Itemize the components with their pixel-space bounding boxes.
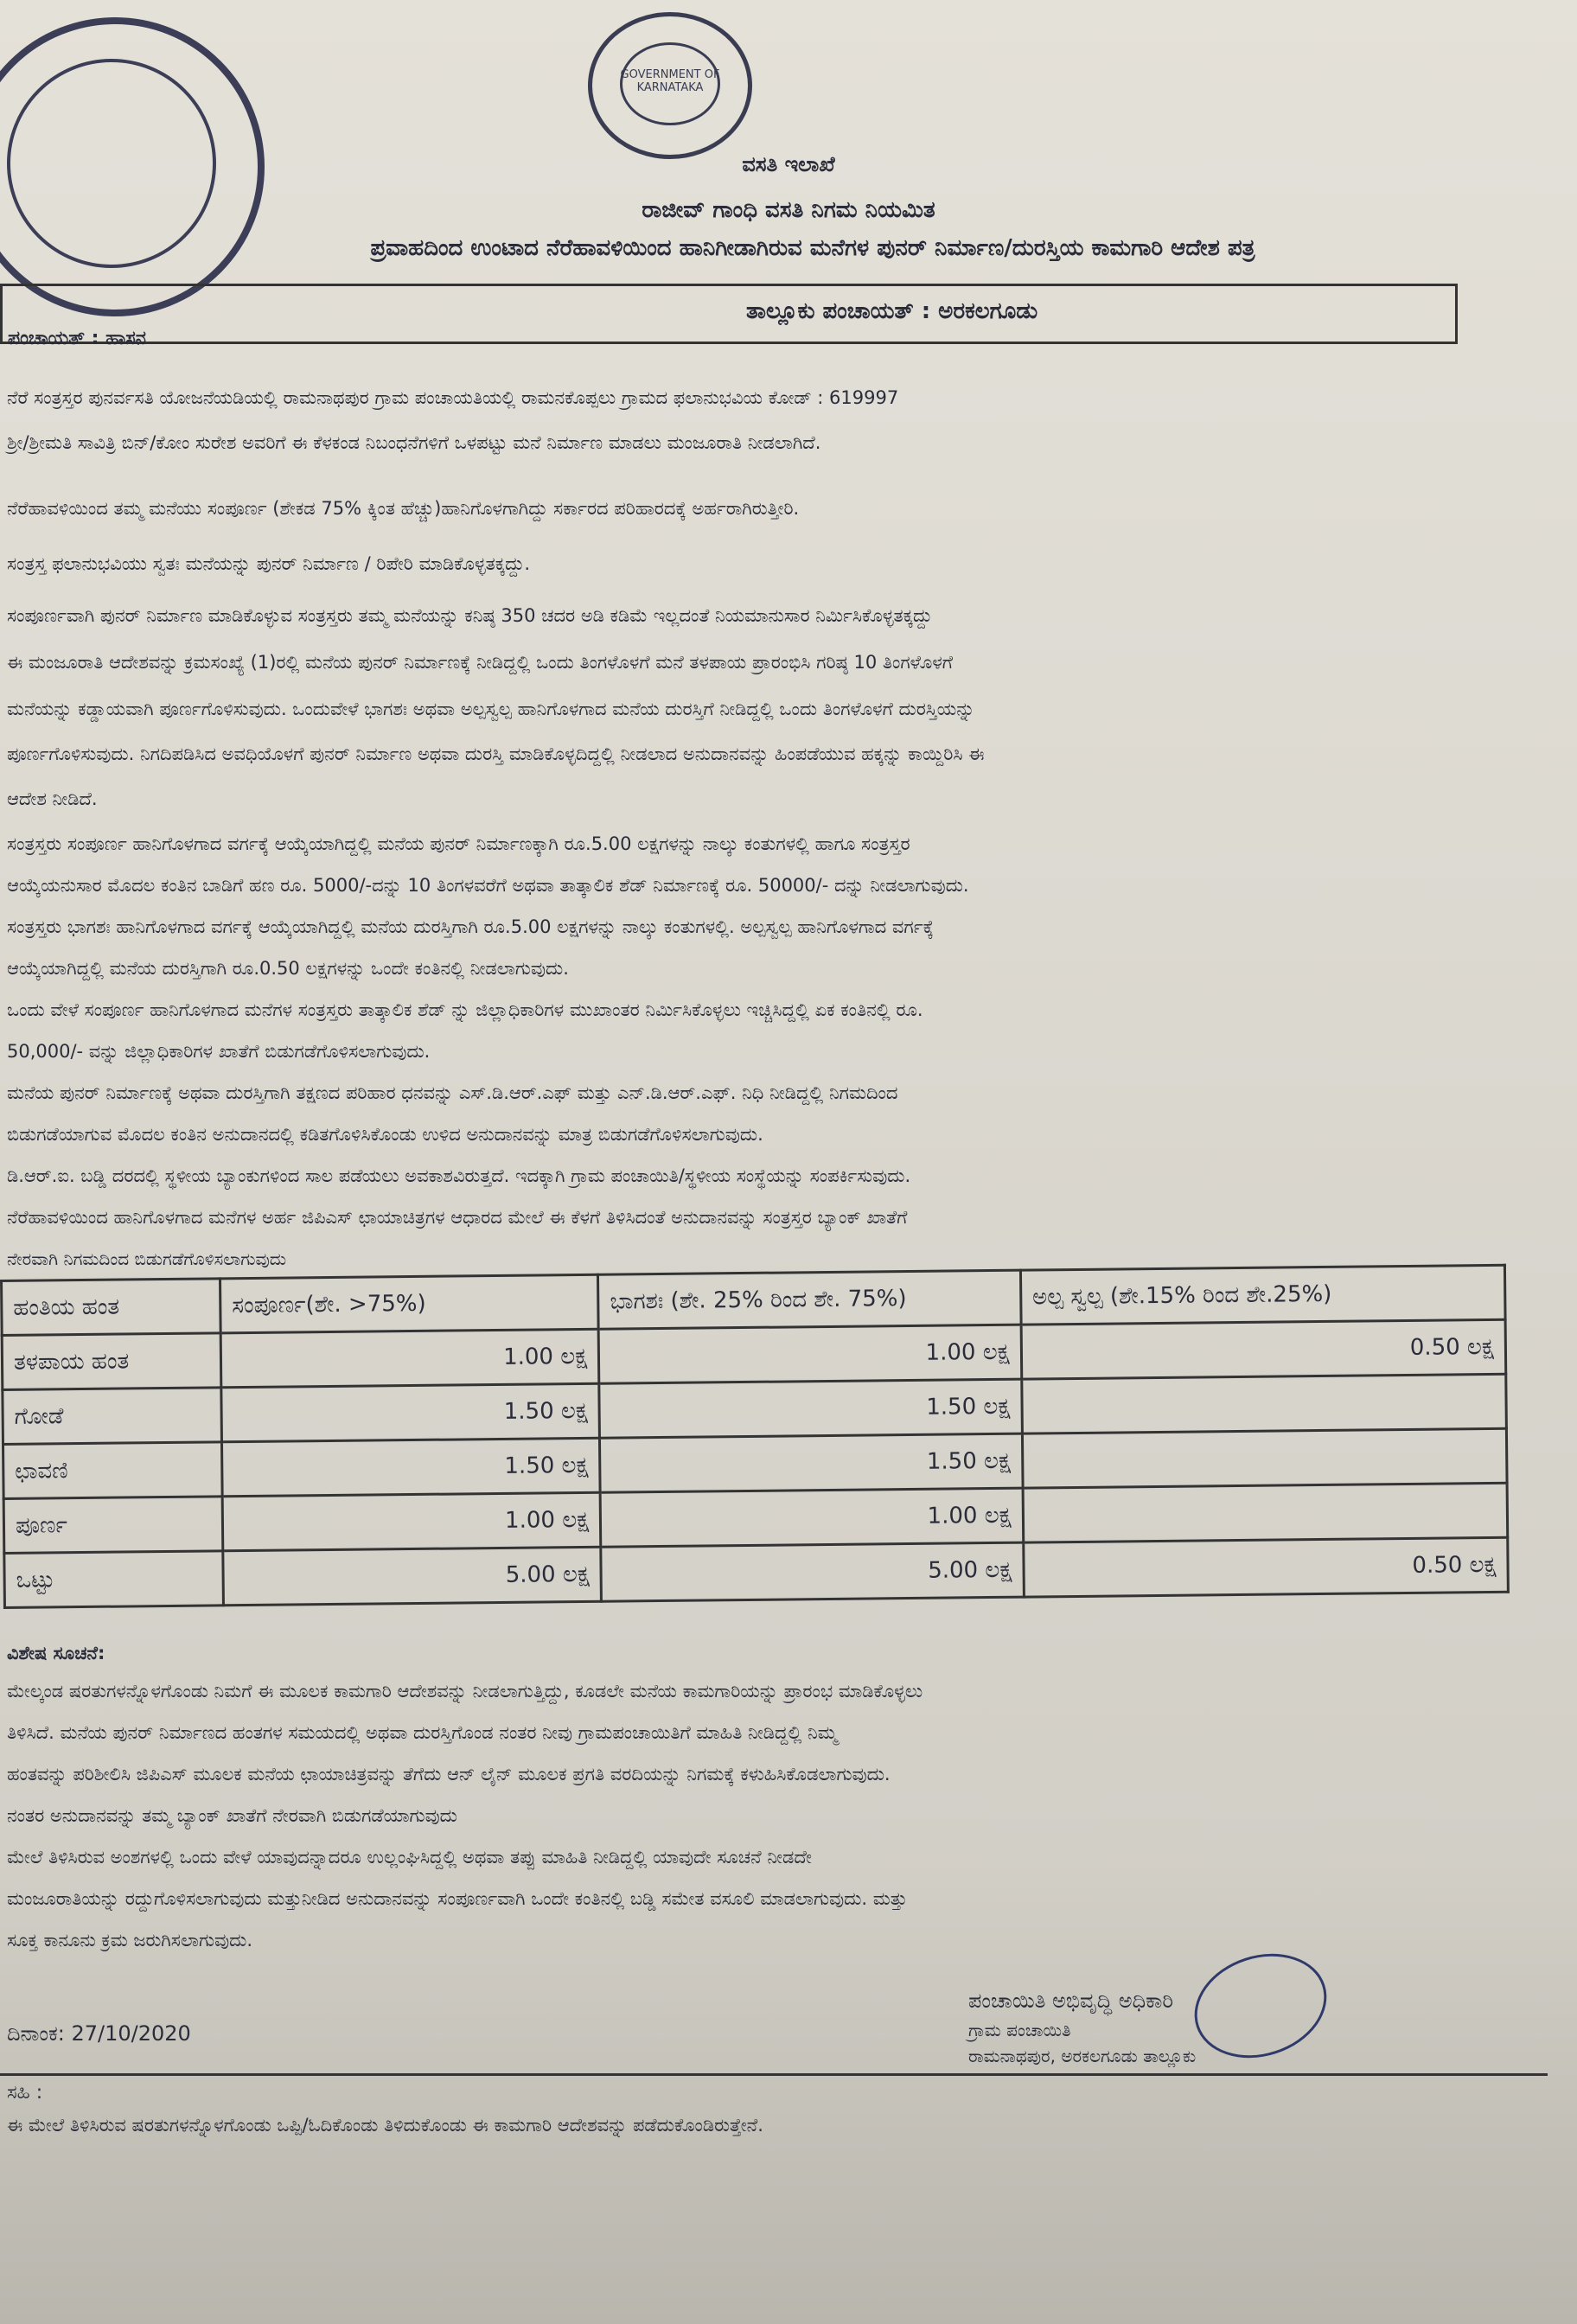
emblem-text: GOVERNMENT OF KARNATAKA [620, 68, 720, 94]
full-damage-cell: 5.00 ಲಕ್ಷ [223, 1547, 602, 1606]
stage-cell: ತಳಪಾಯ ಹಂತ [2, 1333, 221, 1390]
note-line: ತಿಳಿಸಿದೆ. ಮನೆಯ ಪುನರ್ ನಿರ್ಮಾಣದ ಹಂತಗಳ ಸಮಯದಲ್ಲಿ ಅಥವಾ ದುರಸ್ತಿಗೊಂಡ ನಂತರ ನೀವು ಗ್ರಾಮಪಂಚಾಯಿತಿಗೆ ಮಾಹಿತಿ ನೀಡಿದ್ದಲ್ಲಿ ನಿಮ್ಮ [7, 1722, 838, 1743]
body-line: ಈ ಮಂಜೂರಾತಿ ಆದೇಶವನ್ನು ಕ್ರಮಸಂಖ್ಯೆ (1)ರಲ್ಲಿ ಮನೆಯ ಪುನರ್ ನಿರ್ಮಾಣಕ್ಕೆ ನೀಡಿದ್ದಲ್ಲಿ ಒಂದು ತಿಂಗಳೊಳಗೆ ಮನೆ ತಳಪಾಯ ಪ್ರಾರಂಭಿಸಿ ಗರಿಷ್ಠ 10 ತಿಂಗಳೊಳಗೆ [7, 652, 953, 673]
body-line: ಸಂತ್ರಸ್ತರು ಸಂಪೂರ್ಣ ಹಾನಿಗೊಳಗಾದ ವರ್ಗಕ್ಕೆ ಆಯ್ಕೆಯಾಗಿದ್ದಲ್ಲಿ ಮನೆಯ ಪುನರ್ ನಿರ್ಮಾಣಕ್ಕಾಗಿ ರೂ.5.00 ಲಕ್ಷಗಳನ್ನು ನಾಲ್ಕು ಕಂತುಗಳಲ್ಲಿ ಹಾಗೂ ಸಂತ್ರಸ್ತರ [7, 833, 910, 854]
full-damage-cell: 1.50 ಲಕ್ಷ [221, 1383, 600, 1442]
stage-cell: ಪೂರ್ಣ [3, 1497, 223, 1554]
full-damage-cell: 1.50 ಲಕ್ಷ [221, 1438, 600, 1497]
zilla-panchayat: ಪಂಚಾಯತ್ : ಹಾಸನ [8, 328, 147, 349]
full-damage-cell: 1.00 ಲಕ್ಷ [222, 1492, 601, 1551]
body-line: ಬಿಡುಗಡೆಯಾಗುವ ಮೊದಲ ಕಂತಿನ ಅನುದಾನದಲ್ಲಿ ಕಡಿತಗೊಳಿಸಿಕೊಂಡು ಉಳಿದ ಅನುದಾನವನ್ನು ಮಾತ್ರ ಬಿಡುಗಡೆಗೊಳಿಸಲಾಗುವುದು. [7, 1124, 763, 1145]
government-emblem [588, 12, 752, 159]
body-line: ಆಯ್ಕೆಯನುಸಾರ ಮೊದಲ ಕಂತಿನ ಬಾಡಿಗೆ ಹಣ ರೂ. 5000/-ದನ್ನು 10 ತಿಂಗಳವರೆಗೆ ಅಥವಾ ತಾತ್ಕಾಲಿಕ ಶೆಡ್ ನಿರ್ಮಾಣಕ್ಕೆ ರೂ. 50000/- ದನ್ನು ನೀಡಲಾಗುವುದು. [7, 875, 969, 896]
body-line: ಆದೇಶ ನೀಡಿದೆ. [7, 788, 98, 809]
body-line: ನೆರೆ ಸಂತ್ರಸ್ತರ ಪುನರ್ವಸತಿ ಯೋಜನೆಯಡಿಯಲ್ಲಿ ರಾಮನಾಥಪುರ ಗ್ರಾಮ ಪಂಚಾಯತಿಯಲ್ಲಿ ರಾಮನಕೊಪ್ಪಲು ಗ್ರಾಮದ ಫಲಾನುಭವಿಯ ಕೋಡ್ : 619997 [7, 387, 899, 408]
beneficiary-signature-label: ಸಹಿ : [7, 2082, 43, 2104]
signatory-location: ರಾಮನಾಥಪುರ, ಅರಕಲಗೂಡು ತಾಲ್ಲೂಕು [968, 2046, 1197, 2066]
body-line: ನೆರೆಹಾವಳಿಯಿಂದ ಹಾನಿಗೊಳಗಾದ ಮನೆಗಳ ಅರ್ಹ ಜಿಪಿಎಸ್ ಛಾಯಾಚಿತ್ರಗಳ ಆಧಾರದ ಮೇಲೆ ಈ ಕೆಳಗೆ ತಿಳಿಸಿದಂತೆ ಅನುದಾನವನ್ನು ಸಂತ್ರಸ್ತರ ಬ್ಯಾಂಕ್ ಖಾತೆಗೆ [7, 1207, 908, 1228]
body-line: 50,000/- ವನ್ನು ಜಿಲ್ಲಾಧಿಕಾರಿಗಳ ಖಾತೆಗೆ ಬಿಡುಗಡೆಗೊಳಿಸಲಾಗುವುದು. [7, 1041, 431, 1062]
issue-date: ದಿನಾಂಕ: 27/10/2020 [7, 2021, 191, 2046]
handwritten-signature [1181, 1938, 1340, 2075]
body-line: ಒಂದು ವೇಳೆ ಸಂಪೂರ್ಣ ಹಾನಿಗೊಳಗಾದ ಮನೆಗಳ ಸಂತ್ರಸ್ತರು ತಾತ್ಕಾಲಿಕ ಶೆಡ್ ನ್ನು ಜಿಲ್ಲಾಧಿಕಾರಿಗಳ ಮುಖಾಂತರ ನಿರ್ಮಿಸಿಕೊಳ್ಳಲು ಇಚ್ಚಿಸಿದ್ದಲ್ಲಿ ಏಕ ಕಂತಿನಲ್ಲಿ ರೂ. [7, 999, 923, 1020]
stage-cell: ಗೋಡೆ [3, 1388, 222, 1445]
note-line: ಮೇಲೆ ತಿಳಿಸಿರುವ ಅಂಶಗಳಲ್ಲಿ ಒಂದು ವೇಳೆ ಯಾವುದನ್ನಾದರೂ ಉಲ್ಲಂಘಿಸಿದ್ದಲ್ಲಿ ಅಥವಾ ತಪ್ಪು ಮಾಹಿತಿ ನೀಡಿದ್ದಲ್ಲಿ ಯಾವುದೇ ಸೂಚನೆ ನೀಡದೇ [7, 1847, 812, 1868]
minor-damage-cell: 0.50 ಲಕ್ಷ [1021, 1319, 1506, 1379]
partial-damage-cell: 1.50 ಲಕ್ಷ [600, 1433, 1023, 1492]
taluk-panchayat: ತಾಲ್ಲೂಕು ಪಂಚಾಯತ್ : ಅರಕಲಗೂಡು [746, 298, 1038, 324]
beneficiary-acknowledgement: ಈ ಮೇಲೆ ತಿಳಿಸಿರುವ ಷರತುಗಳನ್ನೊಳಗೊಂಡು ಒಪ್ಪಿ/ಓದಿಕೊಂಡು ತಿಳಿದುಕೊಂಡು ಈ ಕಾಮಗಾರಿ ಆದೇಶವನ್ನು ಪಡೆದುಕೊಂಡಿರುತ್ತೇನೆ. [7, 2115, 763, 2136]
body-line: ನೆರೆಹಾವಳಿಯಿಂದ ತಮ್ಮ ಮನೆಯು ಸಂಪೂರ್ಣ (ಶೇಕಡ 75% ಕ್ಕಿಂತ ಹೆಚ್ಚು)ಹಾನಿಗೊಳಗಾಗಿದ್ದು ಸರ್ಕಾರದ ಪರಿಹಾರದಕ್ಕೆ ಅರ್ಹರಾಗಿರುತ್ತೀರಿ. [7, 498, 800, 519]
body-line: ಸಂತ್ರಸ್ತರು ಭಾಗಶಃ ಹಾನಿಗೊಳಗಾದ ವರ್ಗಕ್ಕೆ ಆಯ್ಕೆಯಾಗಿದ್ದಲ್ಲಿ ಮನೆಯ ದುರಸ್ತಿಗಾಗಿ ರೂ.5.00 ಲಕ್ಷಗಳನ್ನು ನಾಲ್ಕು ಕಂತುಗಳಲ್ಲಿ. ಅಲ್ಪಸ್ವಲ್ಪ ಹಾನಿಗೊಳಗಾದ ವರ್ಗಕ್ಕೆ [7, 916, 934, 937]
body-line: ಶ್ರೀ/ಶ್ರೀಮತಿ ಸಾವಿತ್ರಿ ಬಿನ್/ಕೋಂ ಸುರೇಶ ಅವರಿಗೆ ಈ ಕೆಳಕಂಡ ನಿಬಂಧನೆಗಳಿಗೆ ಒಳಪಟ್ಟು ಮನೆ ನಿರ್ಮಾಣ ಮಾಡಲು ಮಂಜೂರಾತಿ ನೀಡಲಾಗಿದೆ. [7, 432, 821, 453]
corporation-name: ರಾಜೀವ್ ಗಾಂಧಿ ವಸತಿ ನಿಗಮ ನಿಯಮಿತ [642, 197, 935, 223]
body-line: ಸಂತ್ರಸ್ತ ಫಲಾನುಭವಿಯು ಸ್ವತಃ ಮನೆಯನ್ನು ಪುನರ್ ನಿರ್ಮಾಣ / ರಿಪೇರಿ ಮಾಡಿಕೊಳ್ಳತಕ್ಕದ್ದು. [7, 553, 531, 574]
department-name: ವಸತಿ ಇಲಾಖೆ [742, 152, 835, 176]
body-line: ಮನೆಯನ್ನು ಕಡ್ಡಾಯವಾಗಿ ಪೂರ್ಣಗೊಳಿಸುವುದು. ಒಂದುವೇಳೆ ಭಾಗಶಃ ಅಥವಾ ಅಲ್ಪಸ್ವಲ್ಪ ಹಾನಿಗೊಳಗಾದ ಮನೆಯ ದುರಸ್ತಿಗೆ ನೀಡಿದ್ದಲ್ಲಿ ಒಂದು ತಿಂಗಳೊಳಗೆ ದುರಸ್ತಿಯನ್ನು [7, 699, 975, 719]
body-line: ಮನೆಯ ಪುನರ್ ನಿರ್ಮಾಣಕ್ಕೆ ಅಥವಾ ದುರಸ್ತಿಗಾಗಿ ತಕ್ಷಣದ ಪರಿಹಾರ ಧನವನ್ನು ಎಸ್.ಡಿ.ಆರ್.ಎಫ್ ಮತ್ತು ಎನ್.ಡಿ.ಆರ್.ಎಫ್. ನಿಧಿ ನೀಡಿದ್ದಲ್ಲಿ ನಿಗಮದಿಂದ [7, 1082, 898, 1103]
note-line: ಸೂಕ್ತ ಕಾನೂನು ಕ್ರಮ ಜರುಗಿಸಲಾಗುವುದು. [7, 1930, 253, 1950]
notes-title: ವಿಶೇಷ ಸೂಚನೆ: [7, 1643, 105, 1663]
table-header-cell: ಭಾಗಶಃ (ಶೇ. 25% ರಿಂದ ಶೇ. 75%) [598, 1270, 1021, 1329]
minor-damage-cell: 0.50 ಲಕ್ಷ [1024, 1537, 1509, 1597]
minor-damage-cell [1022, 1374, 1507, 1433]
minor-damage-cell [1023, 1483, 1508, 1542]
stage-cell: ಒಟ್ಟು [4, 1551, 224, 1608]
body-line: ಸಂಪೂರ್ಣವಾಗಿ ಪುನರ್ ನಿರ್ಮಾಣ ಮಾಡಿಕೊಳ್ಳುವ ಸಂತ್ರಸ್ತರು ತಮ್ಮ ಮನೆಯನ್ನು ಕನಿಷ್ಠ 350 ಚದರ ಅಡಿ ಕಡಿಮೆ ಇಲ್ಲದಂತೆ ನಿಯಮಾನುಸಾರ ನಿರ್ಮಿಸಿಕೊಳ್ಳತಕ್ಕದ್ದು [7, 605, 933, 626]
table-header-cell: ಅಲ್ಪ ಸ್ವಲ್ಪ (ಶೇ.15% ರಿಂದ ಶೇ.25%) [1020, 1265, 1505, 1325]
signatory-designation: ಪಂಚಾಯಿತಿ ಅಭಿವೃದ್ಧಿ ಅಧಿಕಾರಿ [968, 1989, 1174, 2013]
full-damage-cell: 1.00 ಲಕ್ಷ [220, 1329, 599, 1388]
minor-damage-cell [1022, 1428, 1507, 1488]
body-line: ಡಿ.ಆರ್.ಐ. ಬಡ್ಡಿ ದರದಲ್ಲಿ ಸ್ಥಳೀಯ ಬ್ಯಾಂಕುಗಳಿಂದ ಸಾಲ ಪಡೆಯಲು ಅವಕಾಶವಿರುತ್ತದೆ. ಇದಕ್ಕಾಗಿ ಗ್ರಾಮ ಪಂಚಾಯಿತಿ/ಸ್ಥಳೀಯ ಸಂಸ್ಥೆಯನ್ನು ಸಂಪರ್ಕಿಸುವುದು. [7, 1165, 911, 1186]
body-line: ಪೂರ್ಣಗೊಳಿಸುವುದು. ನಿಗದಿಪಡಿಸಿದ ಅವಧಿಯೊಳಗೆ ಪುನರ್ ನಿರ್ಮಾಣ ಅಥವಾ ದುರಸ್ತಿ ಮಾಡಿಕೊಳ್ಳದಿದ್ದಲ್ಲಿ ನೀಡಲಾದ ಅನುದಾನವನ್ನು ಹಿಂಪಡೆಯುವ ಹಕ್ಕನ್ನು ಕಾಯ್ದಿರಿಸಿ ಈ [7, 744, 985, 764]
table-header-cell: ಹಂತಿಯ ಹಂತ [2, 1279, 221, 1336]
partial-damage-cell: 1.00 ಲಕ್ಷ [598, 1325, 1021, 1383]
partial-damage-cell: 1.00 ಲಕ್ಷ [600, 1488, 1023, 1547]
partial-damage-cell: 1.50 ಲಕ್ಷ [599, 1379, 1022, 1438]
partial-damage-cell: 5.00 ಲಕ್ಷ [601, 1542, 1024, 1601]
body-line: ಆಯ್ಕೆಯಾಗಿದ್ದಲ್ಲಿ ಮನೆಯ ದುರಸ್ತಿಗಾಗಿ ರೂ.0.50 ಲಕ್ಷಗಳನ್ನು ಒಂದೇ ಕಂತಿನಲ್ಲಿ ನೀಡಲಾಗುವುದು. [7, 958, 569, 979]
note-line: ಹಂತವನ್ನು ಪರಿಶೀಲಿಸಿ ಜಿಪಿಎಸ್ ಮೂಲಕ ಮನೆಯ ಛಾಯಾಚಿತ್ರವನ್ನು ತೆಗೆದು ಆನ್ ಲೈನ್ ಮೂಲಕ ಪ್ರಗತಿ ವರದಿಯನ್ನು ನಿಗಮಕ್ಕೆ ಕಳುಹಿಸಿಕೊಡಲಾಗುವುದು. [7, 1764, 891, 1784]
document-title: ಪ್ರವಾಹದಿಂದ ಉಂಟಾದ ನೆರೆಹಾವಳಿಯಿಂದ ಹಾನಿಗೀಡಾಗಿರುವ ಮನೆಗಳ ಪುನರ್ ನಿರ್ಮಾಣ/ದುರಸ್ತಿಯ ಕಾಮಗಾರಿ ಆದೇಶ ಪತ್ರ [370, 235, 1255, 261]
table-header-cell: ಸಂಪೂರ್ಣ(ಶೇ. >75%) [220, 1274, 598, 1333]
note-line: ನಂತರ ಅನುದಾನವನ್ನು ತಮ್ಮ ಬ್ಯಾಂಕ್ ಖಾತೆಗೆ ನೇರವಾಗಿ ಬಿಡುಗಡೆಯಾಗುವುದು [7, 1805, 457, 1826]
body-line: ನೇರವಾಗಿ ನಿಗಮದಿಂದ ಬಿಡುಗಡೆಗೊಳಿಸಲಾಗುವುದು [7, 1248, 287, 1269]
note-line: ಮಂಜೂರಾತಿಯನ್ನು ರದ್ದುಗೊಳಿಸಲಾಗುವುದು ಮತ್ತುನೀಡಿದ ಅನುದಾನವನ್ನು ಸಂಪೂರ್ಣವಾಗಿ ಒಂದೇ ಕಂತಿನಲ್ಲಿ ಬಡ್ಡಿ ಸಮೇತ ವಸೂಲಿ ಮಾಡಲಾಗುವುದು. ಮತ್ತು [7, 1888, 908, 1909]
footer-divider [0, 2073, 1548, 2076]
signatory-office: ಗ್ರಾಮ ಪಂಚಾಯಿತಿ [968, 2020, 1071, 2040]
installment-table [0, 1264, 1510, 1609]
note-line: ಮೇಲ್ಕಂಡ ಷರತುಗಳನ್ನೊಳಗೊಂಡು ನಿಮಗೆ ಈ ಮೂಲಕ ಕಾಮಗಾರಿ ಆದೇಶವನ್ನು ನೀಡಲಾಗುತ್ತಿದ್ದು, ಕೂಡಲೇ ಮನೆಯ ಕಾಮಗಾರಿಯನ್ನು ಪ್ರಾರಂಭ ಮಾಡಿಕೊಳ್ಳಲು [7, 1681, 923, 1702]
panchayat-box [0, 284, 1458, 349]
stage-cell: ಛಾವಣಿ [3, 1442, 222, 1499]
